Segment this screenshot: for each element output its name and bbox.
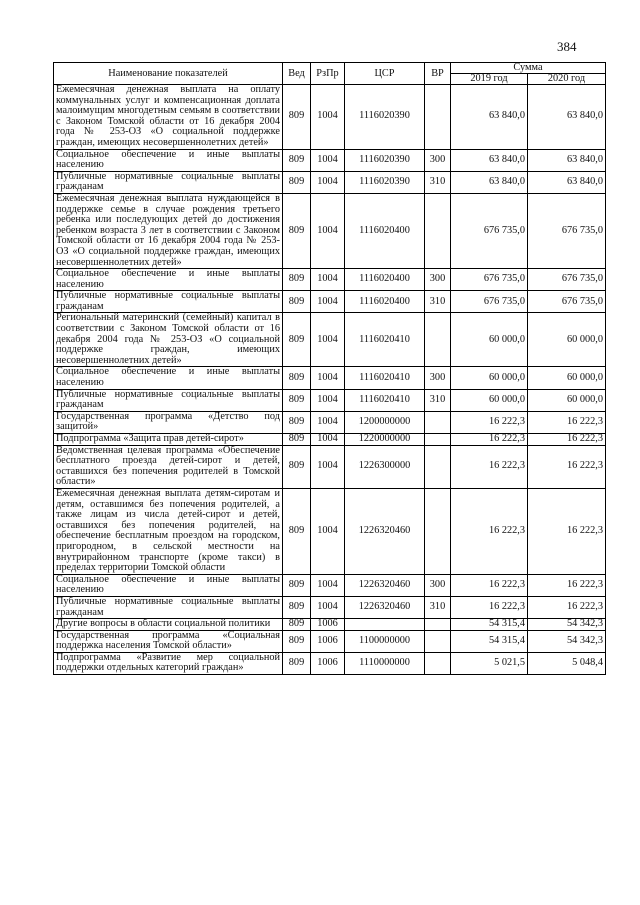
cell-vr: 300 [425, 269, 451, 291]
cell-csr: 1116020400 [345, 291, 425, 313]
cell-csr: 1116020400 [345, 193, 425, 268]
cell-csr: 1116020390 [345, 85, 425, 150]
cell-y2020: 63 840,0 [528, 171, 606, 193]
cell-vr [425, 313, 451, 367]
cell-y2020: 54 342,3 [528, 619, 606, 631]
cell-rzpr: 1004 [311, 411, 345, 433]
cell-y2020: 16 222,3 [528, 596, 606, 618]
cell-ved: 809 [283, 269, 311, 291]
cell-y2020: 63 840,0 [528, 149, 606, 171]
cell-vr [425, 619, 451, 631]
cell-ved: 809 [283, 85, 311, 150]
header-name: Наименование показателей [54, 63, 283, 85]
cell-ved: 809 [283, 574, 311, 596]
cell-name: Региональный материнский (семейный) капитал в соответствии с Законом Томской области от 16 декабря 2004 года № 253-ОЗ «О социальной поддержке граждан, имеющих несовершеннолетних детей» [54, 313, 283, 367]
cell-y2020: 16 222,3 [528, 574, 606, 596]
header-2019: 2019 год [451, 74, 528, 85]
cell-y2019: 63 840,0 [451, 171, 528, 193]
cell-vr: 310 [425, 171, 451, 193]
cell-y2019: 16 222,3 [451, 434, 528, 446]
cell-csr: 1116020390 [345, 149, 425, 171]
cell-vr [425, 85, 451, 150]
cell-name: Подпрограмма «Развитие мер социальной поддержки отдельных категорий граждан» [54, 652, 283, 674]
cell-csr: 1226320460 [345, 596, 425, 618]
table-row [54, 171, 606, 193]
cell-name: Социальное обеспечение и иные выплаты населению [54, 149, 283, 171]
cell-y2019: 63 840,0 [451, 85, 528, 150]
cell-name: Ежемесячная денежная выплата на оплату коммунальных услуг и компенсационная доплата малоимущим многодетным семьям в соответствии с Законом Томской области от 16 декабря 2004 года № 253-ОЗ «О социальной поддержке граждан, имеющих несовершеннолетних детей» [54, 85, 283, 150]
header-ved: Вед [283, 63, 311, 85]
cell-ved: 809 [283, 149, 311, 171]
cell-vr [425, 445, 451, 488]
cell-vr [425, 488, 451, 574]
cell-ved: 809 [283, 291, 311, 313]
table-row [54, 85, 606, 150]
table-row [54, 389, 606, 411]
cell-y2020: 63 840,0 [528, 85, 606, 150]
cell-ved: 809 [283, 313, 311, 367]
cell-csr: 1116020410 [345, 389, 425, 411]
cell-y2020: 60 000,0 [528, 367, 606, 389]
cell-csr: 1116020410 [345, 367, 425, 389]
cell-csr [345, 619, 425, 631]
cell-y2019: 16 222,3 [451, 445, 528, 488]
cell-name: Ежемесячная денежная выплата нуждающейся в поддержке семье в случае рождения третьего ребенка или последующих детей до достижения ребенком возраста 3 лет в соответствии с Законом Томской области от 16 декабря 2004 года № 253-ОЗ «О социальной поддержке граждан, имеющих несовершеннолетних детей» [54, 193, 283, 268]
cell-rzpr: 1004 [311, 574, 345, 596]
budget-table [53, 62, 606, 675]
cell-vr: 310 [425, 389, 451, 411]
cell-rzpr: 1004 [311, 269, 345, 291]
cell-name: Публичные нормативные социальные выплаты гражданам [54, 389, 283, 411]
cell-rzpr: 1004 [311, 434, 345, 446]
cell-ved: 809 [283, 652, 311, 674]
table-row [54, 193, 606, 268]
header-rzpr: РзПр [311, 63, 345, 85]
cell-y2019: 60 000,0 [451, 313, 528, 367]
cell-rzpr: 1004 [311, 313, 345, 367]
cell-rzpr: 1004 [311, 488, 345, 574]
cell-ved: 809 [283, 488, 311, 574]
cell-y2019: 676 735,0 [451, 193, 528, 268]
cell-y2019: 5 021,5 [451, 652, 528, 674]
table-row [54, 619, 606, 631]
cell-csr: 1116020400 [345, 269, 425, 291]
table-row [54, 149, 606, 171]
cell-ved: 809 [283, 389, 311, 411]
cell-vr: 300 [425, 367, 451, 389]
cell-y2019: 54 315,4 [451, 619, 528, 631]
cell-csr: 1110000000 [345, 652, 425, 674]
cell-vr [425, 434, 451, 446]
cell-vr [425, 193, 451, 268]
cell-y2019: 16 222,3 [451, 411, 528, 433]
cell-vr [425, 411, 451, 433]
cell-name: Социальное обеспечение и иные выплаты населению [54, 574, 283, 596]
table-row [54, 488, 606, 574]
cell-y2020: 676 735,0 [528, 269, 606, 291]
table-row [54, 269, 606, 291]
cell-rzpr: 1004 [311, 367, 345, 389]
header-vr: ВР [425, 63, 451, 85]
cell-csr: 1116020410 [345, 313, 425, 367]
cell-name: Государственная программа «Социальная поддержка населения Томской области» [54, 630, 283, 652]
table-row [54, 596, 606, 618]
cell-y2020: 60 000,0 [528, 313, 606, 367]
table-row [54, 367, 606, 389]
cell-y2020: 676 735,0 [528, 291, 606, 313]
cell-ved: 809 [283, 193, 311, 268]
cell-y2019: 16 222,3 [451, 488, 528, 574]
cell-ved: 809 [283, 411, 311, 433]
cell-y2020: 16 222,3 [528, 411, 606, 433]
cell-name: Ежемесячная денежная выплата детям-сиротам и детям, оставшимся без попечения родителей, а также лицам из числа детей-сирот и детей, оставшихся без попечения родителей, на обеспечение бесплатным проездом на городском, пригородном, в сельской местности на внутрирайонном транспорте (кроме такси) в пределах территории Томской области [54, 488, 283, 574]
cell-y2019: 60 000,0 [451, 367, 528, 389]
cell-rzpr: 1004 [311, 389, 345, 411]
cell-y2019: 16 222,3 [451, 574, 528, 596]
table-row [54, 574, 606, 596]
cell-y2020: 16 222,3 [528, 488, 606, 574]
cell-y2019: 676 735,0 [451, 269, 528, 291]
cell-name: Государственная программа «Детство под защитой» [54, 411, 283, 433]
cell-csr: 1116020390 [345, 171, 425, 193]
cell-ved: 809 [283, 619, 311, 631]
cell-csr: 1220000000 [345, 434, 425, 446]
cell-ved: 809 [283, 596, 311, 618]
cell-csr: 1226320460 [345, 488, 425, 574]
cell-y2020: 54 342,3 [528, 630, 606, 652]
cell-rzpr: 1006 [311, 630, 345, 652]
table-row [54, 411, 606, 433]
cell-name: Публичные нормативные социальные выплаты гражданам [54, 291, 283, 313]
cell-rzpr: 1004 [311, 291, 345, 313]
cell-ved: 809 [283, 367, 311, 389]
header-2020: 2020 год [528, 74, 606, 85]
cell-name: Ведомственная целевая программа «Обеспечение бесплатного проезда детей-сирот и детей, оставшихся без попечения родителей в Томской области» [54, 445, 283, 488]
cell-vr [425, 652, 451, 674]
cell-y2020: 16 222,3 [528, 445, 606, 488]
cell-rzpr: 1004 [311, 149, 345, 171]
cell-csr: 1226300000 [345, 445, 425, 488]
cell-y2019: 676 735,0 [451, 291, 528, 313]
cell-y2019: 54 315,4 [451, 630, 528, 652]
cell-rzpr: 1004 [311, 171, 345, 193]
cell-vr: 310 [425, 596, 451, 618]
page-number: 384 [557, 39, 577, 54]
header-csr: ЦСР [345, 63, 425, 85]
cell-y2020: 676 735,0 [528, 193, 606, 268]
cell-y2020: 16 222,3 [528, 434, 606, 446]
header-sum: Сумма [451, 63, 606, 74]
cell-y2019: 63 840,0 [451, 149, 528, 171]
table-row [54, 434, 606, 446]
cell-y2020: 5 048,4 [528, 652, 606, 674]
cell-name: Публичные нормативные социальные выплаты гражданам [54, 171, 283, 193]
cell-rzpr: 1004 [311, 85, 345, 150]
cell-rzpr: 1006 [311, 652, 345, 674]
cell-name: Другие вопросы в области социальной политики [54, 619, 283, 631]
cell-csr: 1100000000 [345, 630, 425, 652]
cell-vr: 310 [425, 291, 451, 313]
table-row [54, 291, 606, 313]
cell-ved: 809 [283, 445, 311, 488]
cell-y2019: 60 000,0 [451, 389, 528, 411]
cell-vr [425, 630, 451, 652]
table-row [54, 313, 606, 367]
cell-y2020: 60 000,0 [528, 389, 606, 411]
table-row [54, 630, 606, 652]
cell-name: Публичные нормативные социальные выплаты гражданам [54, 596, 283, 618]
cell-name: Социальное обеспечение и иные выплаты населению [54, 367, 283, 389]
cell-rzpr: 1004 [311, 596, 345, 618]
cell-ved: 809 [283, 630, 311, 652]
cell-vr: 300 [425, 574, 451, 596]
cell-name: Социальное обеспечение и иные выплаты населению [54, 269, 283, 291]
table-row [54, 445, 606, 488]
cell-csr: 1226320460 [345, 574, 425, 596]
cell-vr: 300 [425, 149, 451, 171]
cell-csr: 1200000000 [345, 411, 425, 433]
table-body [54, 85, 606, 675]
cell-rzpr: 1004 [311, 445, 345, 488]
cell-rzpr: 1004 [311, 193, 345, 268]
table-row [54, 652, 606, 674]
cell-ved: 809 [283, 434, 311, 446]
cell-ved: 809 [283, 171, 311, 193]
cell-name: Подпрограмма «Защита прав детей-сирот» [54, 434, 283, 446]
cell-rzpr: 1006 [311, 619, 345, 631]
cell-y2019: 16 222,3 [451, 596, 528, 618]
